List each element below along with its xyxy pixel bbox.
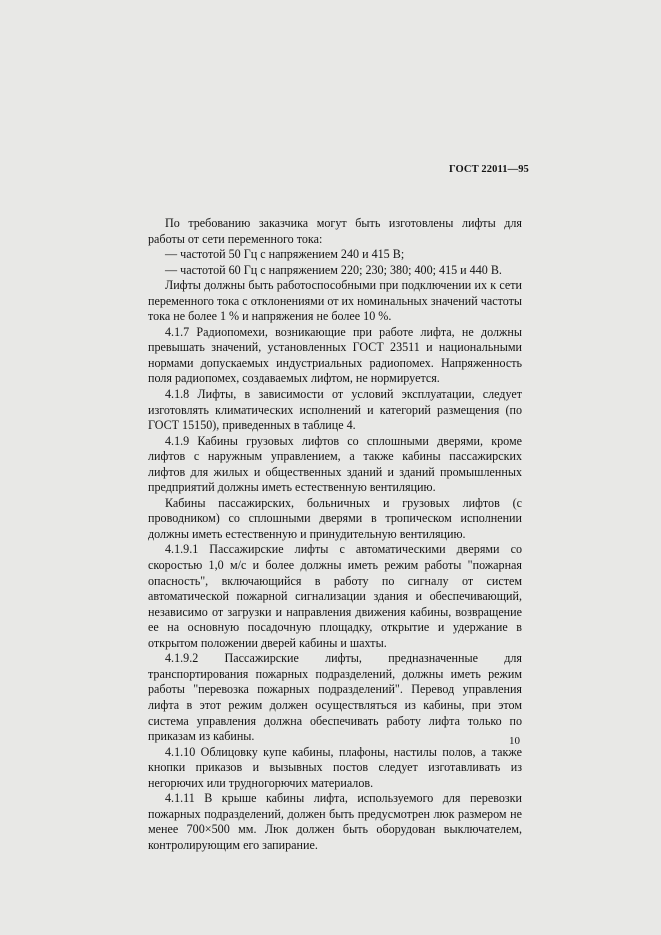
paragraph-customer-request: По требованию заказчика могут быть изготовлены лифты для работы от сети переменного тока: [148, 216, 522, 246]
paragraph-4-1-9: 4.1.9 Кабины грузовых лифтов со сплошными дверями, кроме лифтов с наружным управлением, а также кабины пассажирских лифтов для жилых и общественных зданий и зданий промышленных предприятий должны иметь естественную вентиляцию. [148, 433, 522, 495]
paragraph-4-1-9-2: 4.1.9.2 Пассажирские лифты, предназначенные для транспортирования пожарных подразделений, должны иметь режим работы "перевозка пожарных подразделений". Перевод управления лифта в этот режим должен осуществляться из кабины, при этом система управления должна обеспечивать работу лифта только по приказам из кабины. [148, 651, 522, 744]
list-item-60hz: — частотой 60 Гц с напряжением 220; 230; 380; 400; 415 и 440 В. [165, 262, 502, 277]
paragraph-4-1-7: 4.1.7 Радиопомехи, возникающие при работе лифта, не должны превышать значений, установленных ГОСТ 23511 и национальными нормами допускаемых индустриальных радиопомех. Напряженность поля радиопомех, создаваемых лифтом, не нормируется. [148, 324, 522, 386]
document-body [148, 216, 522, 853]
paragraph-4-1-10: 4.1.10 Облицовку купе кабины, плафоны, настилы полов, а также кнопки приказов и вызывных постов следует изготавливать из негорючих или трудногорючих материалов. [148, 744, 522, 790]
document-code-header: ГОСТ 22011—95 [449, 164, 529, 175]
paragraph-operability: Лифты должны быть работоспособными при подключении их к сети переменного тока с отклонениями от их номинальных значений частоты тока не более 1 % и напряжения не более 10 %. [148, 278, 522, 324]
paragraph-4-1-9-1: 4.1.9.1 Пассажирские лифты с автоматическими дверями со скоростью 1,0 м/с и более должны иметь режим работы "пожарная опасность", включающийся в работу по сигналу от систем автоматической пожарной сигнализации здания и обеспечивающий, независимо от загрузки и направления движения кабины, возвращение ее на основную посадочную площадку, открытие и удержание в открытом положении дверей кабины и шахты. [148, 542, 522, 650]
paragraph-ventilation-tropical: Кабины пассажирских, больничных и грузовых лифтов (с проводником) со сплошными дверями в тропическом исполнении должны иметь естественную и принудительную вентиляцию. [148, 495, 522, 541]
paragraph-4-1-8: 4.1.8 Лифты, в зависимости от условий эксплуатации, следует изготовлять климатических исполнений и категорий размещения (по ГОСТ 15150), приведенных в таблице 4. [148, 387, 522, 433]
paragraph-4-1-11: 4.1.11 В крыше кабины лифта, используемого для перевозки пожарных подразделений, должен быть предусмотрен люк размером не менее 700×500 мм. Люк должен быть оборудован выключателем, контролирующим его запирание. [148, 791, 522, 852]
page-number: 10 [509, 735, 520, 747]
list-item-50hz: — частотой 50 Гц с напряжением 240 и 415 В; [165, 247, 405, 262]
